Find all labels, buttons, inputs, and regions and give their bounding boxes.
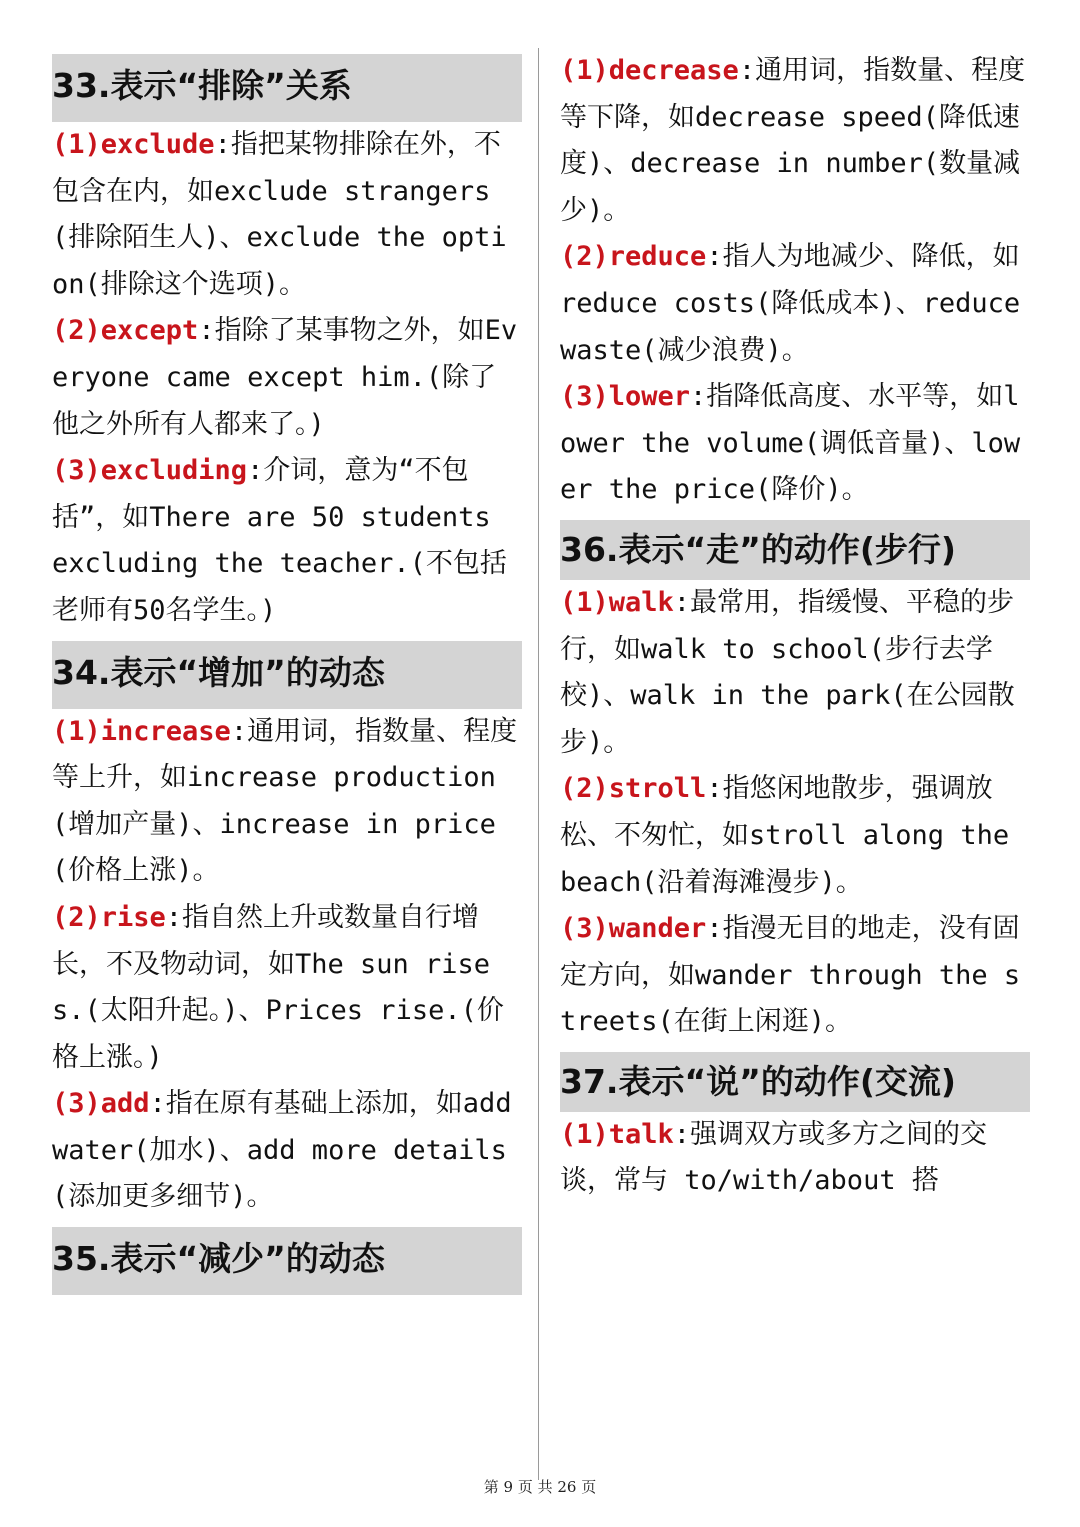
entry-label: (3)add xyxy=(52,1088,150,1120)
entry-text: :介词，意为“不包括”，如There are 50 students excluding the teacher.(不包括老师有50名学生。) xyxy=(52,455,507,626)
column-divider xyxy=(538,48,539,1480)
section-heading-37: 37.表示“说”的动作(交流) xyxy=(560,1052,1030,1112)
entry-label: (2)rise xyxy=(52,901,166,933)
entry-label: (1)decrease xyxy=(560,55,739,86)
entry-label: (2)stroll xyxy=(560,773,707,805)
entry-increase xyxy=(52,709,522,895)
section-heading-35: 35.表示“减少”的动态 xyxy=(52,1227,522,1295)
entry-text: :指把某物排除在外，不包含在内，如exclude strangers(排除陌生人)、exclude the option(排除这个选项)。 xyxy=(52,129,507,300)
section-heading-34: 34.表示“增加”的动态 xyxy=(52,641,522,709)
entry-label: (3)excluding xyxy=(52,455,248,487)
entry-add xyxy=(52,1081,522,1221)
entry-except xyxy=(52,308,522,448)
entry-label: (1)walk xyxy=(560,586,674,618)
entry-stroll xyxy=(560,766,1030,906)
entry-text: :指在原有基础上添加，如add water(加水)、add more details(添加更多细节)。 xyxy=(52,1088,512,1213)
entry-text: :指自然上升或数量自行增长，不及物动词，如The sun rises.(太阳升起。)、Prices rise.(价格上涨。) xyxy=(52,901,504,1073)
entry-talk xyxy=(560,1112,1030,1205)
entry-reduce xyxy=(560,234,1030,374)
section-heading-36: 36.表示“走”的动作(步行) xyxy=(560,520,1030,580)
entry-label: (1)increase xyxy=(52,715,231,747)
entry-label: (1)exclude xyxy=(52,129,215,160)
entry-rise xyxy=(52,895,522,1081)
entry-text: :指降低高度、水平等，如lower the volume(调低音量)、lower the price(降价)。 xyxy=(560,381,1021,506)
entry-text: :指漫无目的地走，没有固定方向，如wander through the streets(在街上闲逛)。 xyxy=(560,913,1021,1038)
entry-text: :通用词，指数量、程度等下降，如decrease speed(降低速度)、decrease in number(数量减少)。 xyxy=(560,55,1026,226)
section-heading-33: 33.表示“排除”关系 xyxy=(52,54,522,122)
entry-text: :指悠闲地散步，强调放松、不匆忙，如stroll along the beach(沿着海滩漫步)。 xyxy=(560,773,1010,898)
entry-text: :强调双方或多方之间的交谈，常与 to/with/about 搭 xyxy=(560,1118,988,1197)
left-column xyxy=(52,48,522,1295)
entry-excluding xyxy=(52,448,522,634)
right-column xyxy=(560,48,1030,1205)
entry-wander xyxy=(560,906,1030,1046)
entry-label: (3)wander xyxy=(560,913,707,945)
entry-walk xyxy=(560,580,1030,766)
entry-text: :最常用，指缓慢、平稳的步行，如walk to school(步行去学校)、walk in the park(在公园散步)。 xyxy=(560,586,1015,758)
entry-label: (2)except xyxy=(52,315,199,347)
entry-text: :指人为地减少、降低，如reduce costs(降低成本)、reduce waste(减少浪费)。 xyxy=(560,241,1021,366)
page-footer: 第 9 页 共 26 页 xyxy=(483,1478,597,1496)
entry-text: :通用词，指数量、程度等上升，如increase production(增加产量)、increase in price(价格上涨)。 xyxy=(52,715,518,887)
entry-decrease xyxy=(560,48,1030,234)
entry-label: (3)lower xyxy=(560,381,691,413)
entry-exclude xyxy=(52,122,522,308)
entry-label: (2)reduce xyxy=(560,241,707,273)
entry-label: (1)talk xyxy=(560,1118,674,1150)
entry-text: :指除了某事物之外，如Everyone came except him.(除了他之外所有人都来了。) xyxy=(52,315,518,440)
entry-lower xyxy=(560,374,1030,514)
